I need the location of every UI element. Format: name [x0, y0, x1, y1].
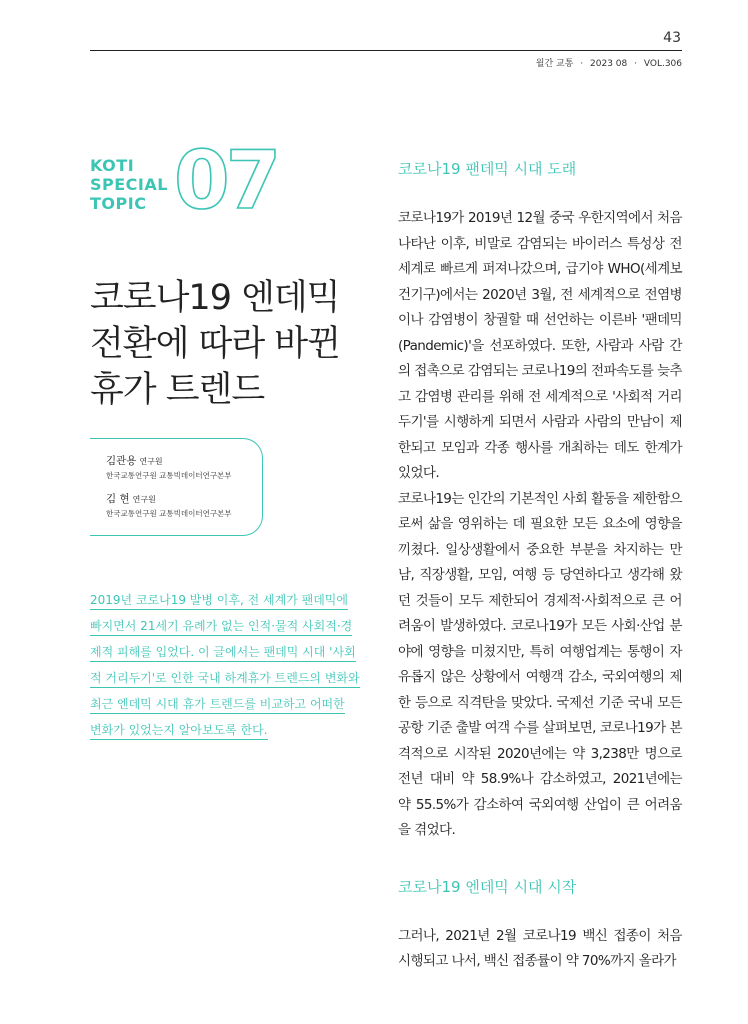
header-meta	[532, 56, 682, 69]
publication-name: 월간 교통	[535, 59, 574, 69]
body-paragraph: 코로나19는 인간의 기본적인 사회 활동을 제한함으로써 삶을 영위하는 데 필요한 모든 요소에 영향을 끼쳤다. 일상생활에서 중요한 부분을 차지하는 만남, 직장생활, 모임, 여행 등 당연하다고 생각해 왔던 것들이 모두 제한되어 경제적·사회적으로 큰 어려움이 발생하였다. 코로나19가 모든 사회·산업 분야에 영향을 미쳤지만, 특히 여행업계는 통행이 자유롭지 않은 상황에서 여행객 감소, 국외여행의 제한 등으로 직격탄을 맞았다. 국제선 기준 국내 모든 공항 기준 출발 여객 수를 살펴보면, 코로나19가 본격적으로 시작된 2020년에는 약 3,238만 명으로 전년 대비 약 58.9%나 감소하였고, 2021년에는 약 55.5%가 감소하여 국외여행 산업이 큰 어려움을 겪었다.	[398, 490, 682, 838]
author-entry	[106, 453, 232, 481]
title-line: 전환에 따라 바뀐	[90, 324, 340, 364]
topic-label-line: TOPIC	[90, 194, 147, 213]
author-box	[90, 438, 263, 536]
author-org: 한국교통연구원 교통빅데이터연구본부	[106, 509, 232, 518]
page-number: 43	[663, 30, 681, 46]
meta-dot: ·	[580, 59, 584, 69]
article-summary	[90, 587, 360, 743]
author-entry	[106, 491, 232, 519]
section-heading: 코로나19 엔데믹 시대 시작	[398, 877, 577, 896]
summary-text: 2019년 코로나19 발병 이후, 전 세계가 팬데믹에 빠지면서 21세기 유례가 없는 인적·물적 사회적·경제적 피해를 입었다. 이 글에서는 팬데믹 시대 '사회적 거리두기'로 인한 국내 하계휴가 트렌드의 변화와 최근 엔데믹 시대 휴가 트렌드를 비교하고 어떠한 변화가 있었는지 알아보도록 한다.	[90, 593, 360, 740]
title-line: 코로나19 엔데믹	[90, 278, 340, 318]
topic-label-line: SPECIAL	[90, 175, 168, 194]
topic-label-line: KOTI	[90, 156, 135, 175]
body-paragraph: 그러나, 2021년 2월 코로나19 백신 접종이 처음 시행되고 나서, 백신 접종률이 약 70%까지 올라가	[398, 927, 682, 969]
topic-number: 07	[174, 134, 278, 227]
issue-date: 2023 08	[590, 59, 628, 69]
author-org: 한국교통연구원 교통빅데이터연구본부	[106, 471, 232, 480]
title-line: 휴가 트렌드	[90, 370, 265, 410]
body-paragraph: 코로나19가 2019년 12월 중국 우한지역에서 처음 나타난 이후, 비말로 감염되는 바이러스 특성상 전 세계로 빠르게 퍼져나갔으며, 급기야 WHO(세계보건기구)에서는 2020년 3월, 전 세계적으로 전염병이나 감염병이 창궐할 때 선언하는 이른바 '팬데믹(Pandemic)'을 선포하였다. 또한, 사람과 사람 간의 접촉으로 감염되는 코로나19의 전파속도를 늦추고 감염병 관리를 위해 전 세계적으로 '사회적 거리두기'를 시행하게 되면서 사람과 사람의 만남이 제한되고 모임과 각종 행사를 개최하는 데도 한계가 있었다.	[398, 210, 682, 481]
header-divider	[90, 50, 682, 51]
section-heading: 코로나19 팬데믹 시대 도래	[398, 160, 577, 178]
meta-dot: ·	[634, 59, 637, 69]
author-position: 연구원	[132, 495, 156, 504]
author-name: 김관용	[106, 455, 137, 467]
topic-label	[90, 156, 168, 213]
author-position: 연구원	[139, 457, 163, 466]
author-name: 김 현	[106, 493, 130, 505]
issue-volume: VOL.306	[643, 59, 682, 69]
body-column	[398, 158, 682, 975]
article-title	[90, 275, 380, 413]
